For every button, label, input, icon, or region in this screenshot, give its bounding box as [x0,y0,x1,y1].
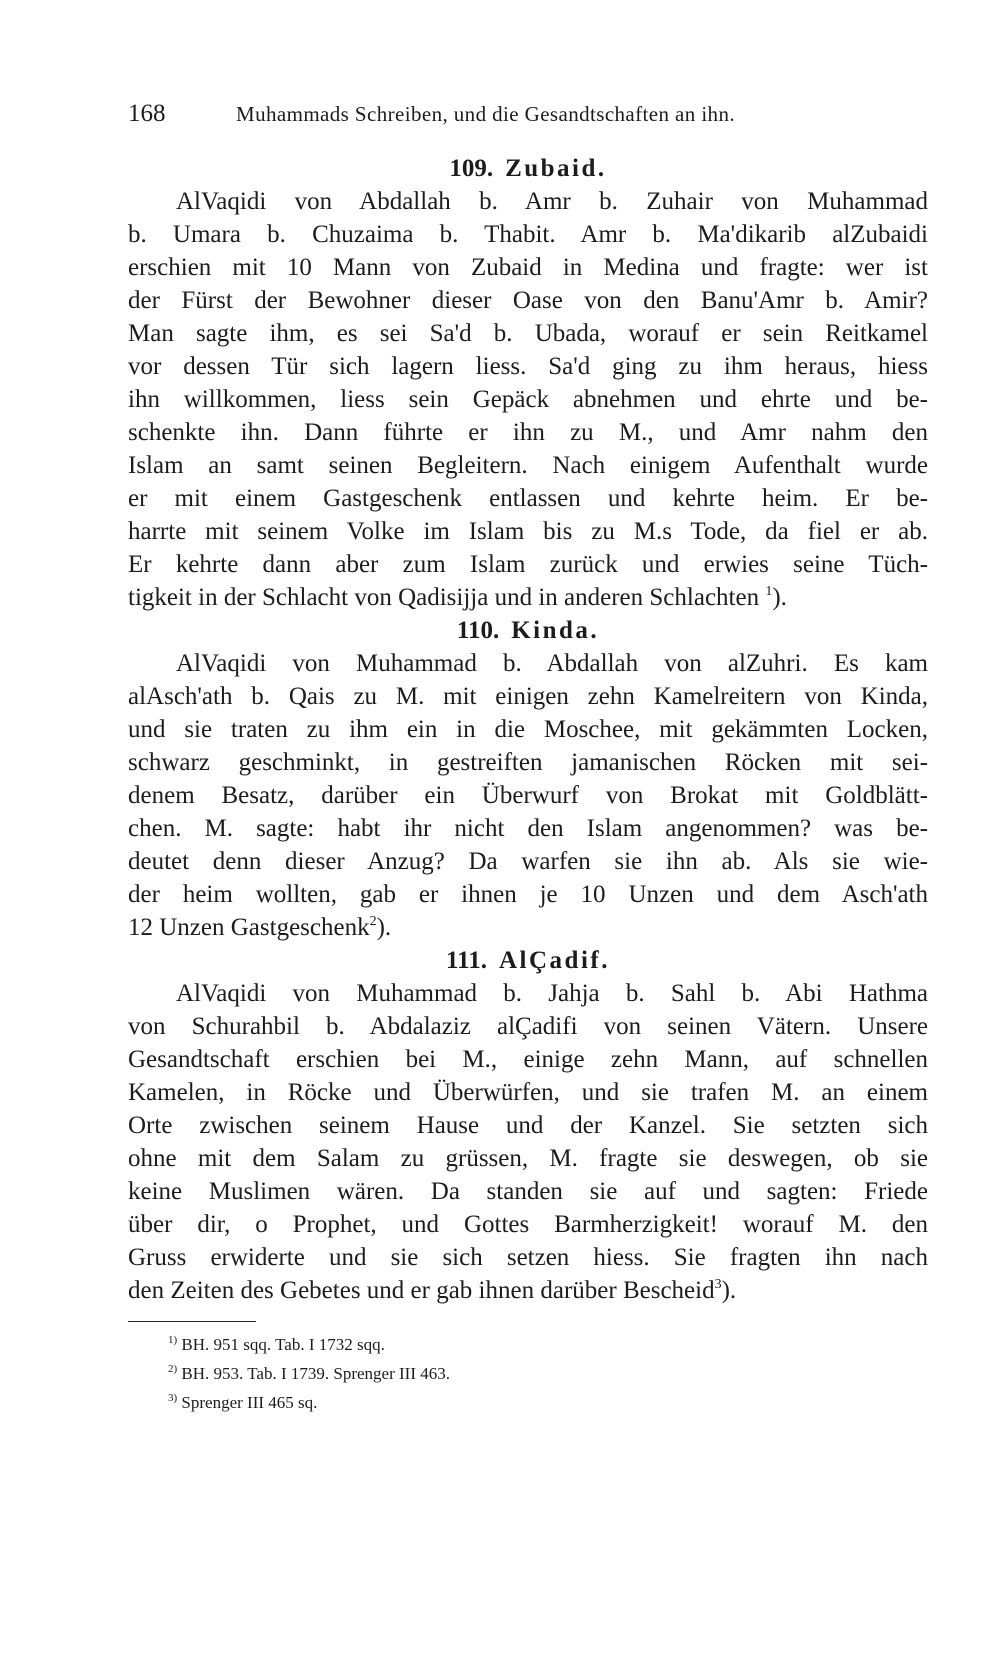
text-line: Kamelen, in Röcke und Überwürfen, und sie trafen M. an einem [128,1079,928,1106]
footnote-mark: 1) [168,1334,178,1346]
footnote-text: Sprenger III 465 sq. [181,1393,318,1412]
running-title: Muhammads Schreiben, und die Gesandtschaften an ihn. [236,102,736,126]
text-line: alAsch'ath b. Qais zu M. mit einigen zehn Kamelreitern von Kinda, [128,683,928,710]
text-line: erschien mit 10 Mann von Zubaid in Medina und fragte: wer ist [128,254,928,281]
text-line: schwarz geschminkt, in gestreiften jamanischen Röcken mit sei- [128,749,928,776]
text-line: vor dessen Tür sich lagern liess. Sa'd ging zu ihm heraus, hiess [128,353,928,380]
footnote-text: BH. 953. Tab. I 1739. Sprenger III 463. [181,1364,450,1383]
text-line: er mit einem Gastgeschenk entlassen und kehrte heim. Er be- [128,485,928,512]
line-end: ). [772,584,787,611]
section-paragraph [128,185,928,614]
text-line: chen. M. sagte: habt ihr nicht den Islam angenommen? was be- [128,815,928,842]
section-zubaid [128,152,928,614]
line-text: tigkeit in der Schlacht von Qadisijja und in anderen Schlachten [128,584,760,611]
section-heading [128,614,928,647]
footnote-reference[interactable]: 1 [765,584,773,599]
text-line [128,1274,928,1307]
footnotes [128,1330,928,1417]
text-line: Gruss erwiderte und sie sich setzen hiess. Sie fragten ihn nach [128,1244,928,1271]
text-line: deutet denn dieser Anzug? Da warfen sie ihn ab. Als sie wie- [128,848,928,875]
text-line: ohne mit dem Salam zu grüssen, M. fragte sie deswegen, ob sie [128,1145,928,1172]
section-title: Kinda. [511,617,600,644]
text-line: Orte zwischen seinem Hause und der Kanzel. Sie setzten sich [128,1112,928,1139]
section-number: 109. [449,155,494,182]
text-line: AlVaqidi von Abdallah b. Amr b. Zuhair von Muhammad [176,188,928,215]
footnote-text: BH. 951 sqq. Tab. I 1732 sqq. [181,1335,385,1354]
line-text: den Zeiten des Gebetes und er gab ihnen darüber Bescheid [128,1277,715,1304]
page-number: 168 [128,100,166,127]
text-line: und sie traten zu ihm ein in die Moschee, mit gekämmten Locken, [128,716,928,743]
text-line: keine Muslimen wären. Da standen sie auf und sagten: Friede [128,1178,928,1205]
footnote-item [128,1330,928,1359]
text-line: von Schurahbil b. Abdalaziz alÇadifi von seinen Vätern. Unsere [128,1013,928,1040]
section-alcadif [128,944,928,1307]
footnote-divider [128,1321,256,1322]
section-paragraph [128,977,928,1307]
section-number: 111. [446,947,487,974]
running-head [128,100,928,140]
section-number: 110. [456,617,500,644]
footnote-item [128,1359,928,1388]
text-line: AlVaqidi von Muhammad b. Jahja b. Sahl b. Abi Hathma [176,980,928,1007]
line-text: 12 Unzen Gastgeschenk [128,914,370,941]
line-end: ). [376,914,392,941]
text-line: b. Umara b. Chuzaima b. Thabit. Amr b. Ma'dikarib alZubaidi [128,221,928,248]
text-line: harrte mit seinem Volke im Islam bis zu M.s Tode, da fiel er ab. [128,518,928,545]
text-line: Man sagte ihm, es sei Sa'd b. Ubada, worauf er sein Reitkamel [128,320,928,347]
text-line: über dir, o Prophet, und Gottes Barmherzigkeit! worauf M. den [128,1211,928,1238]
text-line: der heim wollten, gab er ihnen je 10 Unzen und dem Asch'ath [128,881,928,908]
text-line [128,581,928,614]
footnote-reference[interactable]: 2 [369,914,377,929]
text-line: schenkte ihn. Dann führte er ihn zu M., und Amr nahm den [128,419,928,446]
footnote-mark: 2) [168,1363,178,1375]
section-kinda [128,614,928,944]
section-heading [128,152,928,185]
text-line: ihn willkommen, liess sein Gepäck abnehmen und ehrte und be- [128,386,928,413]
text-line: denem Besatz, darüber ein Überwurf von Brokat mit Goldblätt- [128,782,928,809]
text-line: der Fürst der Bewohner dieser Oase von den Banu'Amr b. Amir? [128,287,928,314]
section-heading [128,944,928,977]
footnote-mark: 3) [168,1392,178,1404]
line-end: ). [721,1277,737,1304]
footnote-item [128,1388,928,1417]
section-title: AlÇadif. [499,947,610,974]
book-page [128,100,928,1417]
text-line: Gesandtschaft erschien bei M., einige zehn Mann, auf schnellen [128,1046,928,1073]
section-title: Zubaid. [505,155,607,182]
text-line: AlVaqidi von Muhammad b. Abdallah von alZuhri. Es kam [176,650,928,677]
text-line: Er kehrte dann aber zum Islam zurück und erwies seine Tüch- [128,551,928,578]
footnote-reference[interactable]: 3 [714,1277,722,1292]
text-line [128,911,928,944]
section-paragraph [128,647,928,944]
text-line: Islam an samt seinen Begleitern. Nach einigem Aufenthalt wurde [128,452,928,479]
